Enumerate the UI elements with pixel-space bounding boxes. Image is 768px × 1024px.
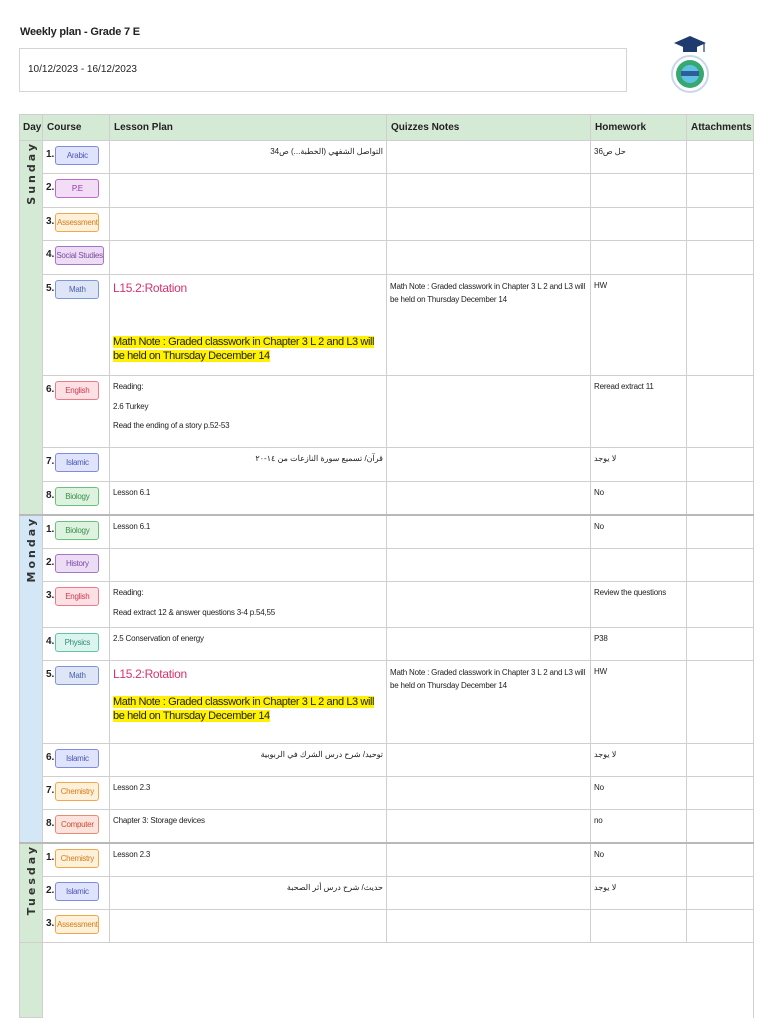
course-badge[interactable]: Social Studies [55,246,104,265]
period-number: 3. [46,918,55,929]
period-number: 1. [46,851,55,863]
lesson-plan-cell: قرآن/ تسميع سورة النازعات من ١٤-٢٠ [110,448,387,482]
column-header-homework: Homework [591,115,687,141]
homework-cell: P38 [591,628,687,661]
table-row [20,628,754,661]
attachments-cell[interactable] [687,744,754,777]
day-label: Monday [24,515,38,582]
table-row [20,275,754,376]
quizzes-notes-cell [387,376,591,448]
lesson-plan-cell [110,174,387,208]
quizzes-notes-cell [387,448,591,482]
quizzes-notes-cell [387,628,591,661]
course-badge[interactable]: Biology [55,521,99,540]
course-cell [43,744,110,777]
lesson-note-text: Math Note : Graded classwork in Chapter 3 L 2 and L3 will be held on Thursday December 14 [113,696,375,723]
period-number: 6. [46,384,55,395]
lesson-note-text: Math Note : Graded classwork in Chapter 3 L 2 and L3 will be held on Thursday December 14 [113,336,375,363]
attachments-cell[interactable] [687,810,754,843]
quizzes-notes-cell [387,777,591,810]
course-badge[interactable]: Islamic [55,453,99,472]
attachments-cell[interactable] [687,141,754,174]
plan-title: Weekly plan - Grade 7 E [20,26,140,38]
lesson-plan-cell: Lesson 2.3 [110,843,387,877]
day-cell-sunday [20,141,43,515]
homework-cell: No [591,777,687,810]
table-row [20,174,754,208]
homework-cell: no [591,810,687,843]
table-row [20,549,754,582]
course-cell [43,482,110,515]
homework-cell: Reread extract 11 [591,376,687,448]
period-number: 2. [46,182,55,193]
lesson-line: Read extract 12 & answer questions 3-4 p.54,55 [113,607,276,617]
lesson-plan-cell [110,661,387,744]
course-badge[interactable]: Biology [55,487,99,506]
course-badge[interactable]: English [55,587,99,606]
period-number: 3. [46,216,55,227]
lesson-plan-cell: Lesson 2.3 [110,777,387,810]
course-cell [43,877,110,910]
homework-cell: No [591,515,687,549]
lesson-line: Read the ending of a story p.52-53 [113,421,230,431]
table-row [20,582,754,628]
table-row [20,482,754,515]
quiz-note-text: Math Note : Graded classwork in Chapter 3 L 2 and L3 will be held on Thursday December 14 [390,282,586,304]
attachments-cell[interactable] [687,628,754,661]
homework-cell: لا يوجد [591,448,687,482]
period-number: 3. [46,590,55,601]
course-cell [43,661,110,744]
course-badge[interactable]: Assessment [55,213,99,232]
quizzes-notes-cell [387,275,591,376]
course-cell [43,208,110,241]
period-number: 8. [46,818,55,829]
homework-cell: HW [591,661,687,744]
attachments-cell[interactable] [687,910,754,943]
attachments-cell[interactable] [687,843,754,877]
period-number: 2. [46,557,55,568]
attachments-cell[interactable] [687,482,754,515]
lesson-title: L15.2:Rotation [113,281,187,295]
course-badge[interactable]: P.E [55,179,99,198]
attachments-cell[interactable] [687,376,754,448]
lesson-plan-cell: توحيد/ شرح درس الشرك في الربوبية [110,744,387,777]
table-row [20,877,754,910]
course-badge[interactable]: Chemistry [55,782,99,801]
table-row [20,910,754,943]
attachments-cell[interactable] [687,208,754,241]
course-badge[interactable]: Assessment [55,915,99,934]
homework-cell [591,241,687,275]
table-row [20,810,754,843]
course-badge[interactable]: Arabic [55,146,99,165]
lesson-plan-cell [110,582,387,628]
attachments-cell[interactable] [687,174,754,208]
quizzes-notes-cell [387,241,591,275]
homework-cell [591,549,687,582]
table-row [20,661,754,744]
homework-cell: No [591,482,687,515]
lesson-line: Reading: [113,588,144,597]
attachments-cell[interactable] [687,777,754,810]
course-cell [43,448,110,482]
quizzes-notes-cell [387,515,591,549]
column-header-day: Day [20,115,43,141]
lesson-plan-cell: Chapter 3: Storage devices [110,810,387,843]
course-cell [43,275,110,376]
lesson-plan-cell [110,275,387,376]
homework-cell [591,174,687,208]
quizzes-notes-cell [387,810,591,843]
quiz-note-text: Math Note : Graded classwork in Chapter 3 L 2 and L3 will be held on Thursday December 14 [390,668,586,690]
course-cell [43,910,110,943]
day-label: Tuesday [24,843,38,915]
course-cell [43,376,110,448]
table-row [20,141,754,174]
lesson-plan-cell [110,241,387,275]
table-row-blank [20,943,754,1018]
homework-cell: No [591,843,687,877]
course-cell [43,174,110,208]
day-cell-continuation [20,943,43,1018]
quizzes-notes-cell [387,582,591,628]
day-label: Sunday [24,141,38,205]
course-cell [43,628,110,661]
school-logo-icon [668,22,712,106]
lesson-plan-cell [110,549,387,582]
lesson-plan-cell: Lesson 6.1 [110,515,387,549]
course-cell [43,777,110,810]
homework-cell: لا يوجد [591,877,687,910]
period-number: 2. [46,885,55,896]
table-row [20,448,754,482]
period-number: 8. [46,490,55,501]
course-badge[interactable]: Computer [55,815,99,834]
period-number: 5. [46,283,55,294]
homework-cell: لا يوجد [591,744,687,777]
lesson-plan-cell [110,376,387,448]
column-header-quizzes-notes: Quizzes Notes [387,115,591,141]
attachments-cell[interactable] [687,515,754,549]
date-range: 10/12/2023 - 16/12/2023 [28,64,137,75]
course-badge[interactable]: Physics [55,633,99,652]
quizzes-notes-cell [387,174,591,208]
lesson-line: Reading: [113,382,144,391]
course-cell [43,843,110,877]
attachments-cell[interactable] [687,549,754,582]
period-number: 6. [46,752,55,763]
table-row [20,515,754,549]
quizzes-notes-cell [387,549,591,582]
quizzes-notes-cell [387,208,591,241]
course-badge[interactable]: Islamic [55,749,99,768]
quizzes-notes-cell [387,141,591,174]
day-cell-monday [20,515,43,843]
quizzes-notes-cell [387,910,591,943]
period-number: 1. [46,149,55,160]
course-badge[interactable]: Chemistry [55,849,99,868]
homework-cell: HW [591,275,687,376]
period-number: 7. [46,456,55,467]
lesson-note-highlight [113,695,383,724]
lesson-plan-cell [110,208,387,241]
quizzes-notes-cell [387,482,591,515]
course-badge[interactable]: English [55,381,99,400]
lesson-line: 2.6 Turkey [113,401,149,411]
lesson-plan-cell: التواصل الشفهي (الخطبة...) ص34 [110,141,387,174]
course-cell [43,141,110,174]
lesson-title: L15.2:Rotation [113,667,187,681]
attachments-cell[interactable] [687,275,754,376]
column-header-lesson-plan: Lesson Plan [110,115,387,141]
blank-cell [43,943,754,1018]
homework-cell [591,910,687,943]
lesson-plan-cell: 2.5 Conservation of energy [110,628,387,661]
period-number: 7. [46,785,55,796]
lesson-plan-cell: Lesson 6.1 [110,482,387,515]
table-header-row [20,115,754,141]
attachments-cell[interactable] [687,661,754,744]
lesson-plan-cell: حديث/ شرح درس أثر الصحبة [110,877,387,910]
course-cell [43,515,110,549]
column-header-attachments: Attachments [687,115,754,141]
attachments-cell[interactable] [687,448,754,482]
lesson-plan-cell [110,910,387,943]
quizzes-notes-cell [387,744,591,777]
homework-cell [591,208,687,241]
course-cell [43,582,110,628]
course-cell [43,241,110,275]
table-row [20,208,754,241]
lesson-note-highlight [113,335,383,364]
date-range-box [19,48,627,92]
quizzes-notes-cell [387,877,591,910]
course-badge[interactable]: Math [55,280,99,299]
table-row [20,241,754,275]
period-number: 4. [46,636,55,647]
table-row [20,843,754,877]
table-row [20,744,754,777]
homework-cell: حل ص36 [591,141,687,174]
weekly-plan-table [19,114,754,1018]
quizzes-notes-cell [387,843,591,877]
quizzes-notes-cell [387,661,591,744]
period-number: 1. [46,523,55,535]
period-number: 4. [46,249,55,260]
day-cell-tuesday [20,843,43,943]
course-badge[interactable]: Islamic [55,882,99,901]
homework-cell: Review the questions [591,582,687,628]
course-cell [43,810,110,843]
table-row [20,777,754,810]
table-row [20,376,754,448]
attachments-cell[interactable] [687,241,754,275]
course-badge[interactable]: History [55,554,99,573]
attachments-cell[interactable] [687,877,754,910]
course-badge[interactable]: Math [55,666,99,685]
course-cell [43,549,110,582]
attachments-cell[interactable] [687,582,754,628]
column-header-course: Course [43,115,110,141]
period-number: 5. [46,669,55,680]
